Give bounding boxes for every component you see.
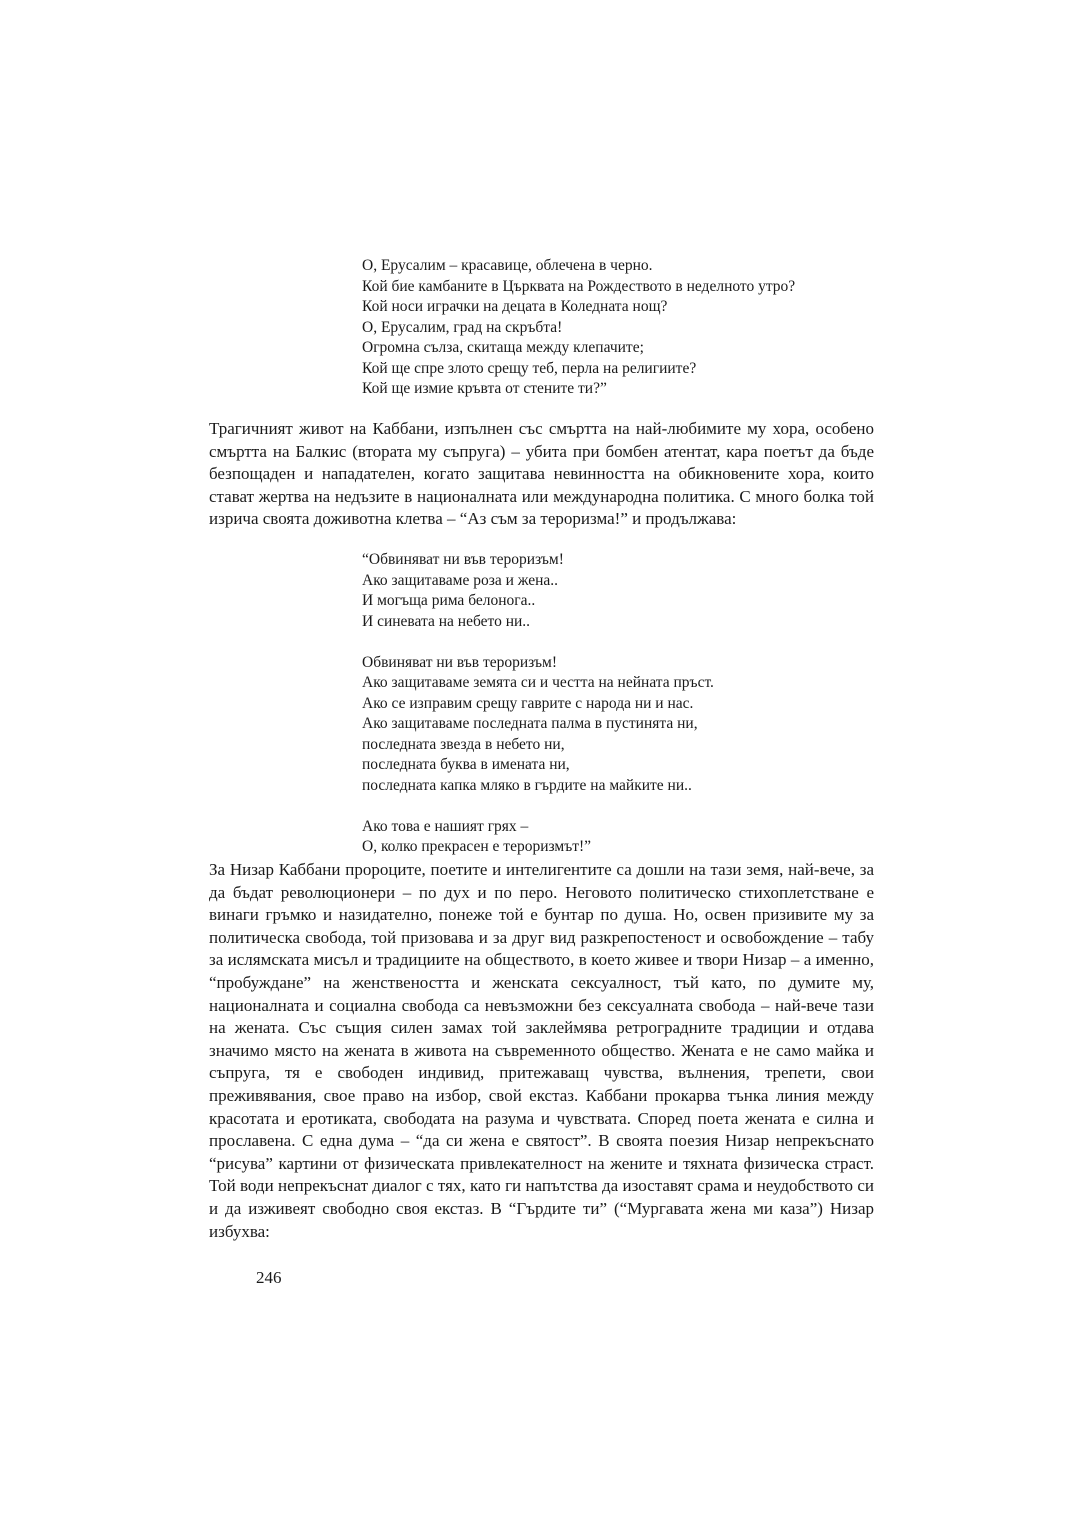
poem-line: последната капка мляко в гърдите на майките ни..	[362, 776, 692, 794]
poem-line: последната звезда в небето ни,	[362, 735, 565, 753]
poem-line: “Обвиняват ни във тероризъм!	[362, 551, 564, 568]
poem-stanza-jerusalem	[362, 256, 795, 400]
poem-line: И могъща рима белонога..	[362, 592, 536, 609]
stanza-break	[362, 796, 714, 817]
poem-line: последната буква в имената ни,	[362, 756, 570, 773]
poem-line: Ако защитаваме роза и жена..	[362, 571, 559, 589]
poem-line: О, Ерусалим, град на скръбта!	[362, 318, 563, 336]
poem-line: Ако защитаваме последната палма в пустинята ни,	[362, 715, 698, 732]
poem-line: Ако това е нашият грях –	[362, 817, 529, 835]
stanza-break	[362, 632, 714, 653]
poem-terrorism	[362, 550, 714, 858]
page-number: 246	[256, 1268, 282, 1287]
poem-line: Ако се изправим срещу гаврите с народа ни и нас.	[362, 694, 694, 712]
poem-line: Кой ще измие кръвта от стените ти?”	[362, 380, 607, 397]
paragraph-nizar-revolution: За Низар Каббани пророците, поетите и интелигентите са дошли на тази земя, най-вече, за да бъдат революционери – по дух и по перо. Неговото политическо стихоплетстване е винаги гръмко и назидателно, понеже той е бунтар по душа. Но, освен призивите му за политическа свобода, той призовава и за друг вид разкрепостеност и освобождение – табу за ислямската мисъл и традициите на обществото, в което живее и твори Низар – а именно, “пробуждане” на женствеността и женската сексуалност, тъй като, по думите му, националната и социална свобода са невъзможни без сексуалната свобода – най-вече тази на жената. Със същия силен замах той заклеймява ретроградните традиции и отдава значимо място на жената в живота на съвременното общество. Жената е не само майка и съпруга, тя е свободен индивид, притежаващ чувства, вълнения, трепети, свои преживявания, свое право на избор, свой екстаз. Каббани прокарва тънка линия между красотата и еротиката, свободата на разума и чувствата. Според поета жената е силна и прославена. С една дума – “да си жена е святост”. В своята поезия Низар непрекъснато “рисува” картини от физическата привлекателност на жените и тяхната физическа страст. Той води непрекъснат диалог с тях, като ги напътства да изоставят срама и неудобството си и да изживеят свободно своя екстаз. В “Гърдите ти” (“Мургавата жена ми каза”) Низар избухва:	[209, 860, 874, 1241]
poem-line: Кой носи играчки на децата в Коледната нощ?	[362, 298, 668, 315]
poem-line: Кой бие камбаните в Църквата на Рождеството в неделното утро?	[362, 277, 796, 295]
paragraph-tragic-life: Трагичният живот на Каббани, изпълнен със смъртта на най-любимите му хора, особено смъртта на Балкис (втората му съпруга) – убита при бомбен атентат, кара поетът да бъде безпощаден и нападателен, когато защитава невинността на обикновените хора, които стават жертва на недъзите в националната или международна политика. С много болка той изрича своята доживотна клетва – “Аз съм за тероризма!” и продължава:	[209, 419, 874, 529]
poem-line: О, колко прекрасен е тероризмът!”	[362, 838, 592, 855]
poem-line: Ако защитаваме земята си и честта на нейната пръст.	[362, 674, 714, 691]
poem-line: Кой ще спре злото срещу теб, перла на религиите?	[362, 359, 697, 377]
poem-line: О, Ерусалим – красавице, облечена в черно.	[362, 257, 653, 274]
poem-line: И синевата на небето ни..	[362, 612, 531, 630]
poem-line: Обвиняват ни във тероризъм!	[362, 653, 558, 671]
poem-line: Огромна сълза, скитаща между клепачите;	[362, 339, 644, 356]
